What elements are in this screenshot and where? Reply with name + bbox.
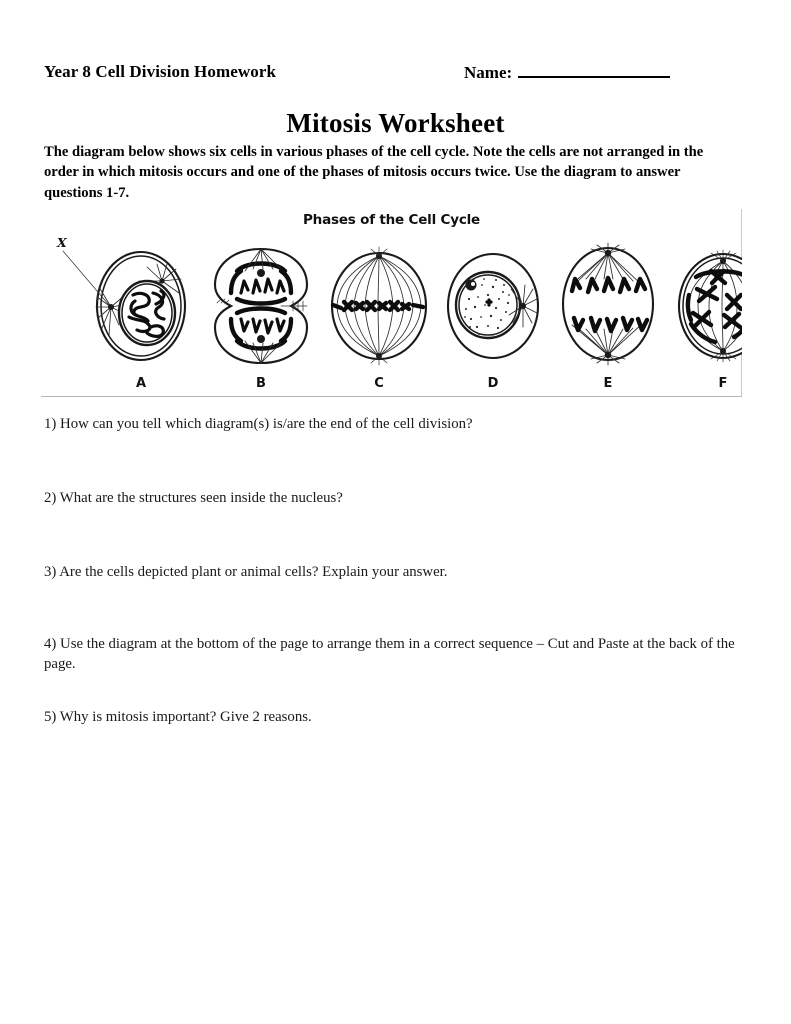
question-3: 3) Are the cells depicted plant or animal cells? Explain your answer. <box>44 564 448 580</box>
homework-title: Year 8 Cell Division Homework <box>44 62 277 81</box>
figure-title: Phases of the Cell Cycle <box>302 212 481 228</box>
cell-label-F: F <box>718 376 728 391</box>
name-label: Name: <box>464 63 513 82</box>
cell-A-prophase <box>56 235 185 391</box>
cell-F-prometaphase <box>679 250 742 391</box>
header-row <box>44 62 744 82</box>
cell-C-metaphase <box>332 247 426 391</box>
cell-D-interphase <box>448 254 538 391</box>
page-title: Mitosis Worksheet <box>286 108 505 138</box>
question-1: 1) How can you tell which diagram(s) is/are the end of the cell division? <box>44 416 473 432</box>
intro-paragraph: The diagram below shows six cells in various phases of the cell cycle. Note the cells are not arranged in the order in which mitosis occurs and one of the phases of mitosis occurs twice. Use the diagram to answer questions 1-7. <box>44 144 704 201</box>
pointer-label-x: X <box>57 235 67 250</box>
cell-B-telophase <box>215 249 307 391</box>
cell-label-B: B <box>256 376 266 391</box>
cell-label-D: D <box>487 376 499 391</box>
cell-E-anaphase <box>563 243 653 391</box>
cell-phases-diagram <box>41 209 742 397</box>
cell-label-A: A <box>135 376 147 391</box>
question-4: 4) Use the diagram at the bottom of the page to arrange them in a correct sequence – Cut and Paste at the back of the page. <box>44 636 735 672</box>
name-field-group <box>464 62 670 83</box>
cell-label-C: C <box>374 376 384 391</box>
cell-label-E: E <box>603 376 613 391</box>
question-2: 2) What are the structures seen inside the nucleus? <box>44 490 343 506</box>
question-5: 5) Why is mitosis important? Give 2 reasons. <box>44 709 312 725</box>
cell-cycle-figure <box>41 209 742 397</box>
name-input-line[interactable] <box>518 62 670 78</box>
